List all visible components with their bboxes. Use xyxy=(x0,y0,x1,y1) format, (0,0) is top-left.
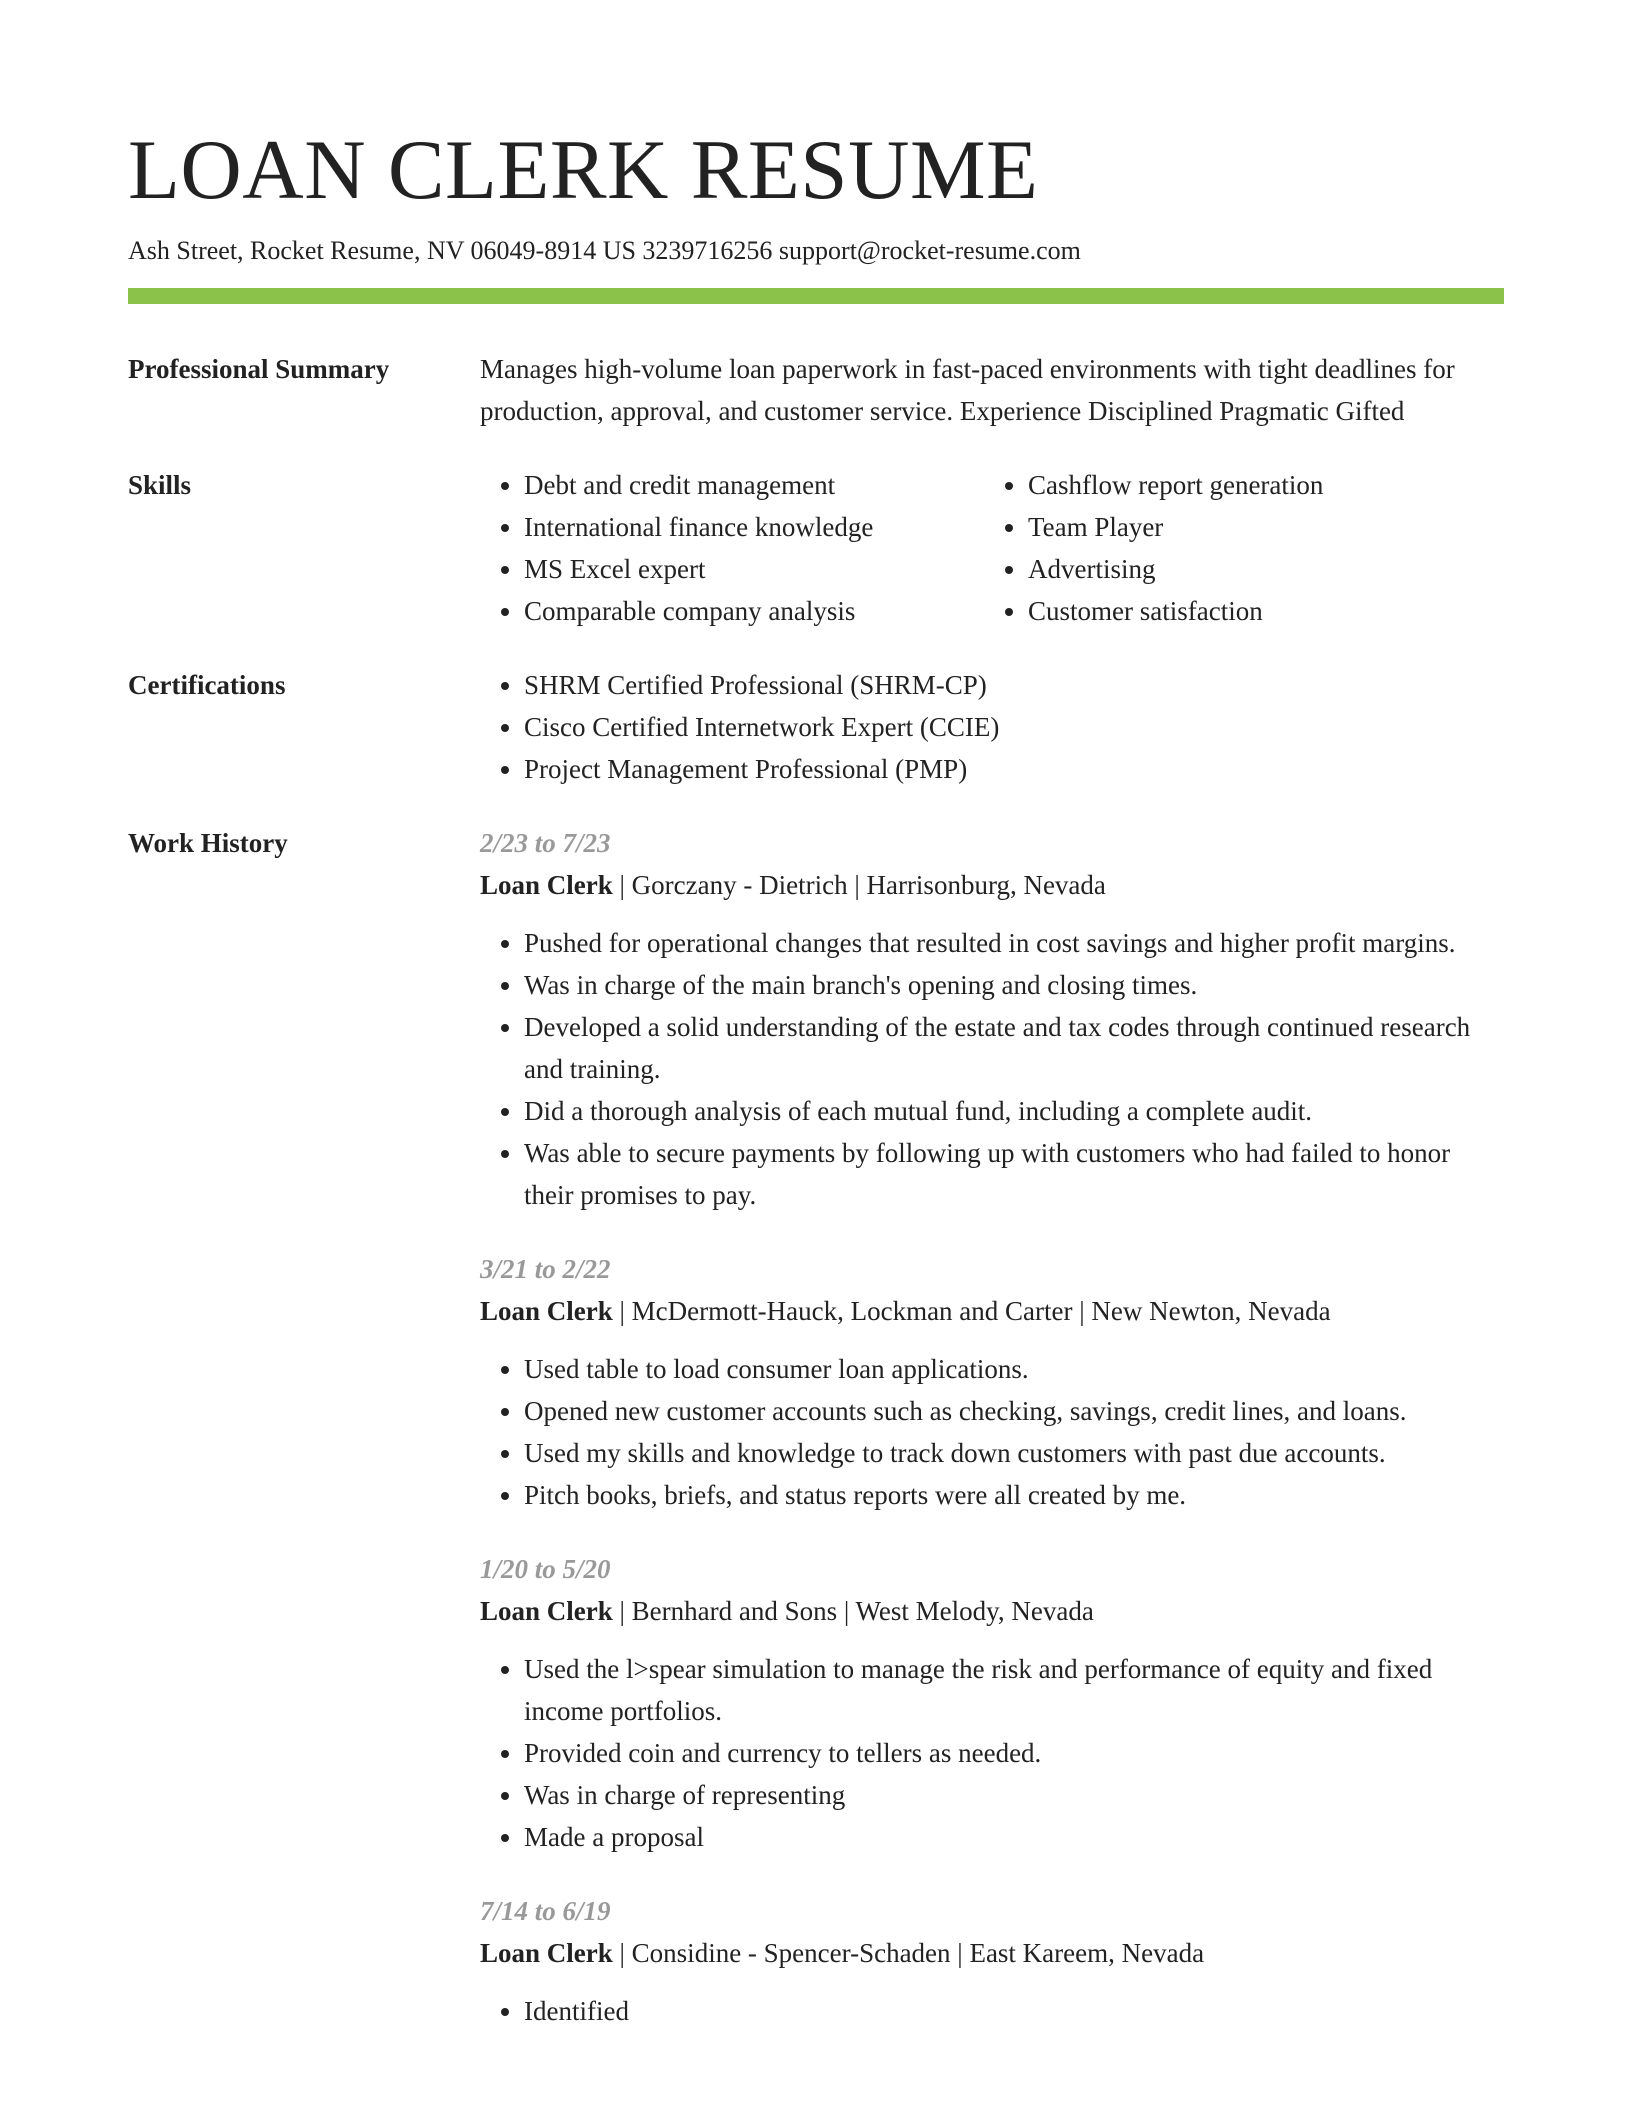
skills-content xyxy=(480,464,1504,632)
job-bullet: • Was able to secure payments by following up with customers who had failed to honor their promises to pay. xyxy=(524,1132,1504,1216)
job-bullet: • Made a proposal xyxy=(524,1816,1504,1858)
job-details: | Bernhard and Sons | West Melody, Nevada xyxy=(612,1596,1094,1626)
job-title: Loan Clerk xyxy=(480,1938,613,1968)
job-heading xyxy=(480,864,1504,906)
job-heading xyxy=(480,1290,1504,1332)
certifications-section xyxy=(128,664,1504,790)
work-history-content xyxy=(480,822,1504,2032)
job-heading xyxy=(480,1932,1504,1974)
job-details: | Considine - Spencer-Schaden | East Kareem, Nevada xyxy=(612,1938,1205,1968)
job-dates: 2/23 to 7/23 xyxy=(480,828,611,858)
skill-item: • Debt and credit management xyxy=(524,464,984,506)
summary-section xyxy=(128,348,1504,432)
skills-label: Skills xyxy=(128,470,192,500)
skill-item: • Customer satisfaction xyxy=(1028,590,1488,632)
job-entry xyxy=(480,1548,1504,1858)
skill-item: • Team Player xyxy=(1028,506,1488,548)
skill-item: • MS Excel expert xyxy=(524,548,984,590)
skills-column-2 xyxy=(984,464,1488,632)
skill-item: • Advertising xyxy=(1028,548,1488,590)
job-bullets xyxy=(480,1348,1504,1516)
job-bullets xyxy=(480,922,1504,1216)
job-entry xyxy=(480,1248,1504,1516)
job-dates: 1/20 to 5/20 xyxy=(480,1554,611,1584)
skills-section xyxy=(128,464,1504,632)
job-entry xyxy=(480,822,1504,1216)
work-history-section xyxy=(128,822,1504,2032)
work-history-label: Work History xyxy=(128,828,288,858)
header-accent-rule xyxy=(128,288,1504,304)
certification-item: • SHRM Certified Professional (SHRM-CP) xyxy=(524,664,1504,706)
job-title: Loan Clerk xyxy=(480,1296,613,1326)
job-bullet: • Identified xyxy=(524,1990,1504,2032)
job-bullets xyxy=(480,1990,1504,2032)
job-bullets xyxy=(480,1648,1504,1858)
job-title: Loan Clerk xyxy=(480,1596,613,1626)
job-details: | McDermott-Hauck, Lockman and Carter | New Newton, Nevada xyxy=(612,1296,1331,1326)
certification-item: • Cisco Certified Internetwork Expert (CCIE) xyxy=(524,706,1504,748)
job-heading xyxy=(480,1590,1504,1632)
summary-label: Professional Summary xyxy=(128,354,390,384)
job-details: | Gorczany - Dietrich | Harrisonburg, Nevada xyxy=(612,870,1106,900)
summary-content xyxy=(480,348,1504,432)
job-bullet: • Developed a solid understanding of the estate and tax codes through continued research and training. xyxy=(524,1006,1504,1090)
job-entry xyxy=(480,1890,1504,2032)
job-bullet: • Used the l>spear simulation to manage the risk and performance of equity and fixed income portfolios. xyxy=(524,1648,1504,1732)
job-bullet: • Pushed for operational changes that resulted in cost savings and higher profit margins. xyxy=(524,922,1504,964)
contact-line: Ash Street, Rocket Resume, NV 06049-8914 US 3239716256 support@rocket-resume.com xyxy=(128,236,1081,265)
certifications-list xyxy=(480,664,1504,790)
resume-title: LOAN CLERK RESUME xyxy=(128,123,1039,217)
job-dates: 7/14 to 6/19 xyxy=(480,1896,611,1926)
certifications-label: Certifications xyxy=(128,670,286,700)
job-bullet: • Did a thorough analysis of each mutual fund, including a complete audit. xyxy=(524,1090,1504,1132)
certifications-content xyxy=(480,664,1504,790)
resume-page xyxy=(128,0,1504,2032)
job-bullet: • Pitch books, briefs, and status reports were all created by me. xyxy=(524,1474,1504,1516)
summary-text: Manages high-volume loan paperwork in fast-paced environments with tight deadlines for production, approval, and customer service. Experience Disciplined Pragmatic Gifted xyxy=(480,354,1455,426)
job-bullet: • Provided coin and currency to tellers as needed. xyxy=(524,1732,1504,1774)
job-bullet: • Was in charge of representing xyxy=(524,1774,1504,1816)
job-dates: 3/21 to 2/22 xyxy=(480,1254,611,1284)
job-bullet: • Opened new customer accounts such as checking, savings, credit lines, and loans. xyxy=(524,1390,1504,1432)
job-title: Loan Clerk xyxy=(480,870,613,900)
skill-item: • Cashflow report generation xyxy=(1028,464,1488,506)
certification-item: • Project Management Professional (PMP) xyxy=(524,748,1504,790)
skills-column-1 xyxy=(480,464,984,632)
skill-item: • International finance knowledge xyxy=(524,506,984,548)
skill-item: • Comparable company analysis xyxy=(524,590,984,632)
job-bullet: • Was in charge of the main branch's opening and closing times. xyxy=(524,964,1504,1006)
job-bullet: • Used table to load consumer loan applications. xyxy=(524,1348,1504,1390)
job-bullet: • Used my skills and knowledge to track down customers with past due accounts. xyxy=(524,1432,1504,1474)
